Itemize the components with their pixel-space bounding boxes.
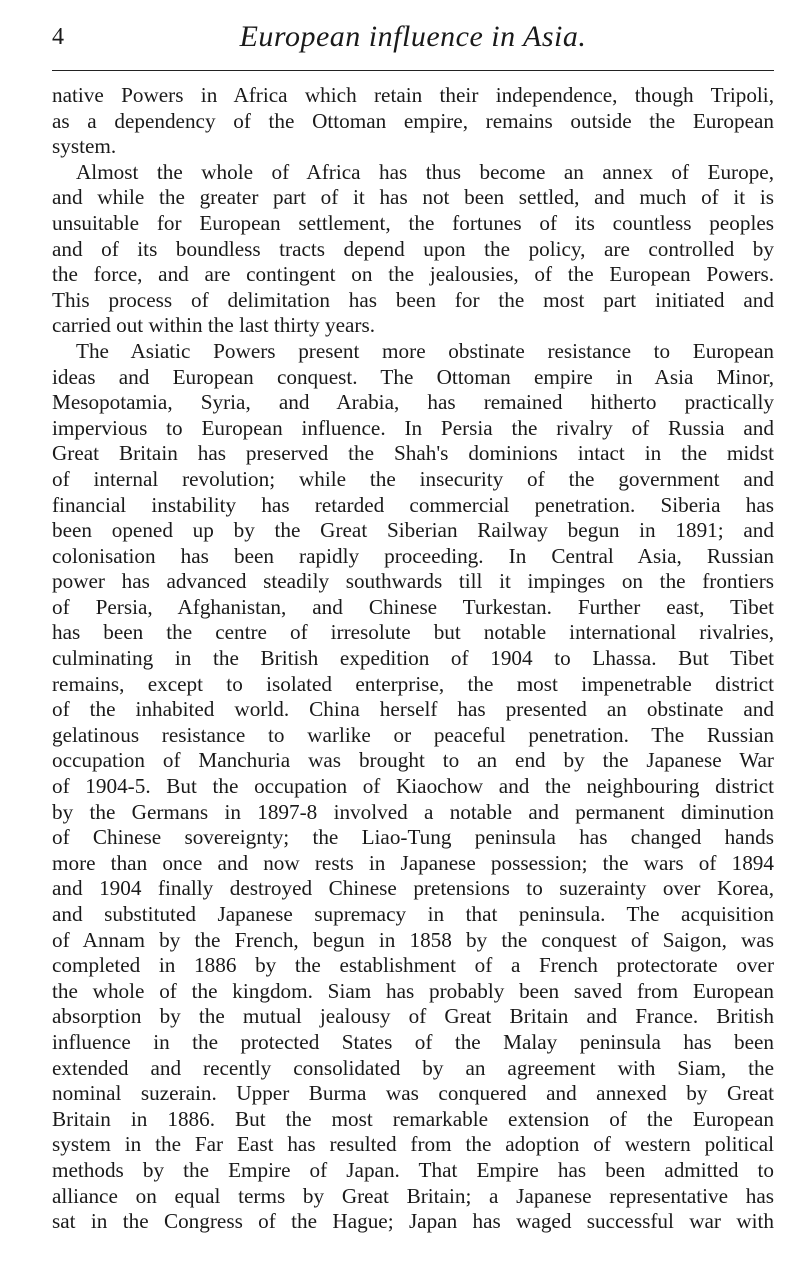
text-line: more than once and now rests in Japanese possession; the wars of 1894 — [52, 850, 774, 875]
text-line: system in the Far East has resulted from the adoption of western political — [52, 1132, 774, 1157]
text-line: and 1904 finally destroyed Chinese pretensions to suzerainty over Korea, — [52, 876, 774, 901]
text-line: of Chinese sovereignty; the Liao-Tung peninsula has changed hands — [52, 825, 774, 850]
text-line: and substituted Japanese supremacy in that peninsula. The acquisition — [52, 902, 774, 926]
text-line: Britain in 1886. But the most remarkable extension of the European — [52, 1106, 774, 1131]
text-line: gelatinous resistance to warlike or peaceful penetration. The Russian — [52, 722, 774, 747]
text-line: of 1904-5. But the occupation of Kiaochow and the neighbouring district — [52, 774, 774, 799]
text-line: alliance on equal terms by Great Britain; a Japanese representative has — [52, 1183, 774, 1208]
body-text — [52, 83, 774, 1235]
page-number: 4 — [52, 24, 64, 50]
text-line: Great Britain has preserved the Shah's dominions intact in the midst — [52, 441, 774, 466]
text-line: impervious to European influence. In Persia the rivalry of Russia and — [52, 415, 774, 440]
text-line: the whole of the kingdom. Siam has probably been saved from European — [52, 978, 774, 1003]
text-line: and of its boundless tracts depend upon the policy, are controlled by — [52, 236, 774, 261]
text-line: as a dependency of the Ottoman empire, remains outside the European — [52, 108, 774, 133]
text-line: carried out within the last thirty years. — [52, 313, 376, 338]
text-line: Mesopotamia, Syria, and Arabia, has remained hitherto practically — [52, 390, 774, 415]
text-line: of the inhabited world. China herself has presented an obstinate and — [52, 697, 774, 722]
text-line: ideas and European conquest. The Ottoman empire in Asia Minor, — [52, 364, 774, 389]
book-page — [52, 14, 774, 1235]
text-line: native Powers in Africa which retain their independence, though Tripoli, — [52, 83, 774, 107]
text-line: nominal suzerain. Upper Burma was conquered and annexed by Great — [52, 1081, 774, 1106]
text-line: financial instability has retarded commercial penetration. Siberia has — [52, 492, 774, 517]
text-line: power has advanced steadily southwards till it impinges on the frontiers — [52, 569, 774, 594]
text-line: been opened up by the Great Siberian Railway begun in 1891; and — [52, 518, 774, 543]
running-title: European influence in Asia. — [239, 20, 587, 53]
text-line: absorption by the mutual jealousy of Great Britain and France. British — [52, 1004, 774, 1029]
text-line: by the Germans in 1897-8 involved a notable and permanent diminution — [52, 799, 774, 824]
text-line: occupation of Manchuria was brought to an end by the Japanese War — [52, 748, 774, 773]
text-line: of Annam by the French, begun in 1858 by the conquest of Saigon, was — [52, 927, 774, 952]
text-line: the force, and are contingent on the jealousies, of the European Powers. — [52, 262, 774, 287]
text-line: culminating in the British expedition of 1904 to Lhassa. But Tibet — [52, 646, 774, 671]
running-head — [52, 14, 774, 71]
text-line: The Asiatic Powers present more obstinate resistance to European — [76, 338, 774, 363]
text-line: colonisation has been rapidly proceeding. In Central Asia, Russian — [52, 543, 774, 568]
text-line: remains, except to isolated enterprise, the most impenetrable district — [52, 671, 774, 696]
text-line: sat in the Congress of the Hague; Japan has waged successful war with — [52, 1209, 774, 1234]
text-line: of Persia, Afghanistan, and Chinese Turkestan. Further east, Tibet — [52, 594, 774, 619]
text-line: of internal revolution; while the insecurity of the government and — [52, 466, 774, 491]
text-line: system. — [52, 134, 117, 159]
text-line: extended and recently consolidated by an agreement with Siam, the — [52, 1055, 774, 1080]
text-line: Almost the whole of Africa has thus become an annex of Europe, — [76, 159, 774, 184]
text-line: This process of delimitation has been for the most part initiated and — [52, 287, 774, 312]
text-line: influence in the protected States of the Malay peninsula has been — [52, 1029, 774, 1054]
text-line: completed in 1886 by the establishment of a French protectorate over — [52, 953, 774, 978]
text-line: methods by the Empire of Japan. That Empire has been admitted to — [52, 1157, 774, 1182]
text-line: has been the centre of irresolute but notable international rivalries, — [52, 620, 774, 645]
text-line: and while the greater part of it has not been settled, and much of it is — [52, 185, 774, 210]
text-line: unsuitable for European settlement, the fortunes of its countless peoples — [52, 210, 774, 235]
